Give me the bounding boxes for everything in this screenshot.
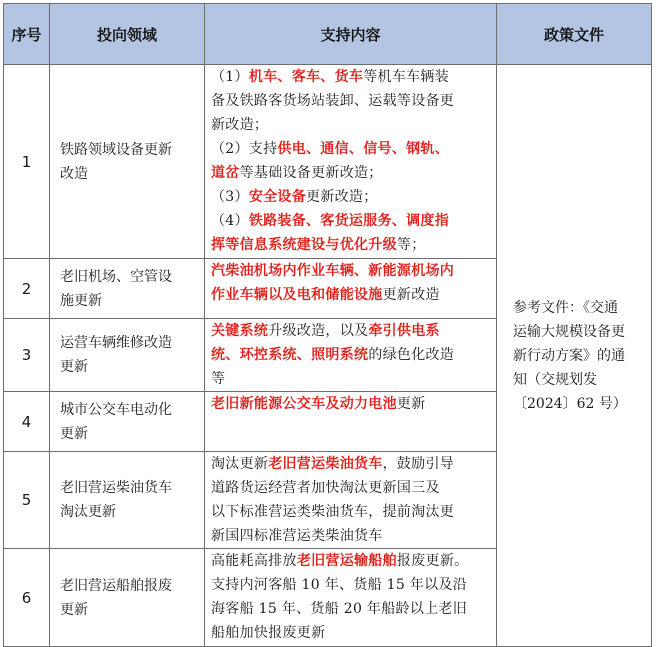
content-text: ，鼓励引导 [382,456,455,472]
content-line [211,137,490,161]
row-index: 6 [4,549,50,647]
content-text: 更新改造 [382,287,440,303]
content-text: （2）支持 [211,141,278,157]
policy-file [497,65,652,647]
content-line [211,185,490,209]
row-field [50,259,205,319]
content-highlight: 牵引供电系 [368,323,440,339]
content-highlight: 老旧新能源公交车及动力电池 [211,396,397,412]
content-text: 支持内河客船 10 年、货船 15 年以及沿 [211,577,468,593]
field-line: 改造 [60,165,88,182]
content-highlight: 安全设备 [248,189,307,205]
row-field [50,549,205,647]
row-content [205,392,497,452]
content-line [211,549,490,573]
content-line [211,161,490,185]
field-line: 更新 [60,601,88,618]
policy-line: 新行动方案》的通 [513,347,625,364]
content-text: （4） [211,213,249,229]
content-highlight: 挥等信息系统建设与优化升级 [211,237,397,253]
row-field [50,65,205,259]
content-text: 等； [396,237,426,253]
content-text: 以下标准营运类柴油货车，提前淘汰更 [211,504,455,520]
content-line [211,367,490,391]
row-content [205,65,497,259]
header-policy: 政策文件 [497,4,652,65]
policy-line: 〔2024〕62 号） [513,395,627,412]
field-line: 老旧营运船舶报废 [60,577,172,594]
content-line [211,209,490,233]
content-line [211,65,490,89]
content-text: 备及铁路客货场站装卸、运载等设备更 [211,93,455,109]
content-highlight: 老旧营运柴油货车 [268,456,383,472]
content-text: 新改造； [211,117,269,133]
header-row [4,4,652,65]
content-text: 等 [211,371,226,387]
content-highlight: 关键系统 [211,323,269,339]
row-content [205,319,497,392]
content-text: 等机车车辆装 [363,69,450,85]
content-highlight: 供电、通信、信号、钢轨、 [277,141,450,157]
content-line [211,89,490,113]
content-highlight: 统、环控系统、照明系统 [211,347,369,363]
content-highlight: 铁路装备、客货运服务、调度指 [248,213,450,229]
content-text: 淘汰更新 [211,456,269,472]
content-highlight: 作业车辆以及电和储能设施 [211,287,383,303]
content-text: 报废更新。 [396,553,469,569]
content-line [211,343,490,367]
content-text: 升级改造，以及 [268,323,369,339]
content-text: （3） [211,189,249,205]
field-line: 老旧机场、空管设 [60,268,172,285]
content-line [211,233,490,257]
content-text: 更新 [396,396,426,412]
content-highlight: 道岔 [211,165,240,181]
policy-line: 知（交规划发 [513,371,597,388]
row-content [205,452,497,549]
content-text: 船舶加快报废更新 [211,625,326,641]
row-field [50,392,205,452]
content-text: 道路货运经营者加快淘汰更新国三及 [211,480,440,496]
field-line: 更新 [60,359,88,375]
content-text: 更新改造； [306,189,378,205]
field-line: 城市公交车电动化 [60,401,172,418]
content-text: 高能耗高排放 [211,553,297,569]
content-text: （1） [211,69,249,85]
row-index: 4 [4,392,50,452]
content-highlight: 汽柴油机场内作业车辆、新能源机场内 [211,263,455,279]
content-line [211,283,490,307]
field-line: 运营车辆维修改造 [60,335,172,351]
field-line: 铁路领域设备更新 [60,141,172,158]
table-row [4,65,652,259]
row-content [205,549,497,647]
row-index: 2 [4,259,50,319]
content-line [211,500,490,524]
row-index: 5 [4,452,50,549]
content-line [211,476,490,500]
field-line: 施更新 [60,292,102,309]
content-line [211,597,490,621]
field-line: 更新 [60,425,88,442]
content-line [211,573,490,597]
row-index: 3 [4,319,50,392]
field-line: 老旧营运柴油货车 [60,480,172,496]
content-line [211,259,490,283]
field-line: 淘汰更新 [60,504,116,520]
content-line [211,452,490,476]
content-line [211,392,490,416]
row-index: 1 [4,65,50,259]
content-highlight: 机车、客车、货车 [248,69,364,85]
table-body [4,65,652,647]
content-text: 等基础设备更新改造； [239,165,383,181]
content-line [211,621,490,645]
policy-table [3,3,652,647]
row-field [50,452,205,549]
content-text: 的绿色化改造 [368,347,455,363]
policy-line: 参考文件：《交通 [513,299,618,316]
header-content: 支持内容 [205,4,497,65]
content-text: 新国四标准营运类柴油货车 [211,528,383,544]
policy-line: 运输大规模设备更 [513,323,625,340]
row-content [205,259,497,319]
content-line [211,113,490,137]
content-line [211,319,490,343]
content-line [211,524,490,548]
content-text: 海客船 15 年、货船 20 年船龄以上老旧 [211,601,468,617]
content-highlight: 老旧营运输船舶 [296,553,397,569]
header-field: 投向领域 [50,4,205,65]
header-index: 序号 [4,4,50,65]
row-field [50,319,205,392]
